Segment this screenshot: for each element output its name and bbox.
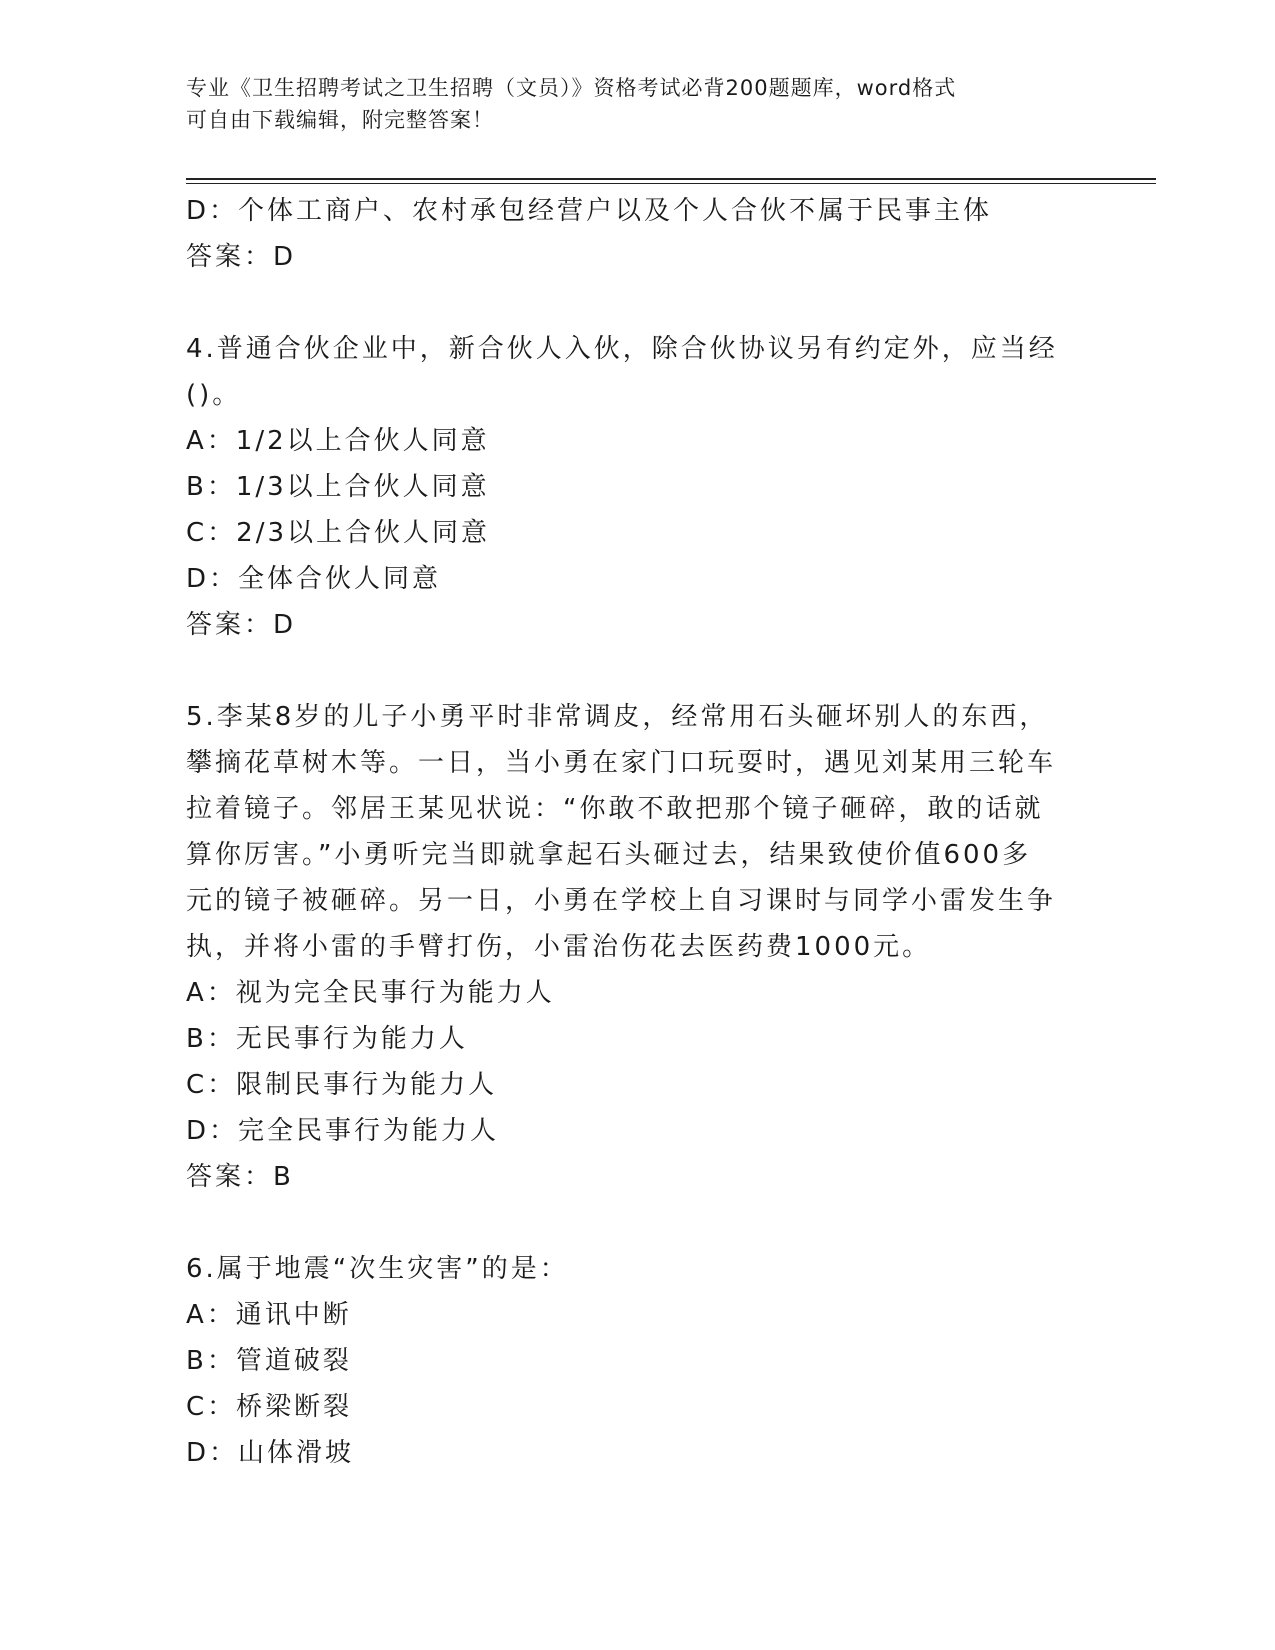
document-header bbox=[186, 72, 1086, 136]
spacer bbox=[186, 1200, 1066, 1246]
question-text: 5.李某8岁的儿子小勇平时非常调皮，经常用石头砸坏别人的东西， bbox=[186, 702, 1049, 732]
question-3-tail bbox=[186, 188, 1066, 280]
option-d: D：完全民事行为能力人 bbox=[186, 1116, 500, 1146]
option-b: B：1/3以上合伙人同意 bbox=[186, 472, 490, 502]
header-divider-thin bbox=[186, 183, 1156, 184]
spacer bbox=[186, 648, 1066, 694]
question-text: 算你厉害。”小勇听完当即就拿起石头砸过去，结果致使价值600多 bbox=[186, 840, 1032, 870]
option-c: C：桥梁断裂 bbox=[186, 1392, 353, 1422]
option-d: D：全体合伙人同意 bbox=[186, 564, 442, 594]
answer-line: 答案：B bbox=[186, 1162, 294, 1192]
option-b: B：管道破裂 bbox=[186, 1346, 352, 1376]
question-5 bbox=[186, 694, 1066, 1200]
question-text: ()。 bbox=[186, 380, 242, 410]
question-text: 4.普通合伙企业中，新合伙人入伙，除合伙协议另有约定外，应当经 bbox=[186, 334, 1058, 364]
option-a: A：视为完全民事行为能力人 bbox=[186, 978, 555, 1008]
option-c: C：限制民事行为能力人 bbox=[186, 1070, 498, 1100]
option-d: D：山体滑坡 bbox=[186, 1438, 355, 1468]
spacer bbox=[186, 280, 1066, 326]
answer-line: 答案：D bbox=[186, 610, 297, 640]
answer-line: 答案：D bbox=[186, 242, 297, 272]
header-line-2: 可自由下载编辑，附完整答案！ bbox=[186, 108, 494, 132]
question-text: 6.属于地震“次生灾害”的是： bbox=[186, 1254, 569, 1284]
question-6 bbox=[186, 1246, 1066, 1476]
question-text: 元的镜子被砸碎。另一日，小勇在学校上自习课时与同学小雷发生争 bbox=[186, 886, 1057, 916]
option-a: A：1/2以上合伙人同意 bbox=[186, 426, 490, 456]
question-text: 执，并将小雷的手臂打伤，小雷治伤花去医药费1000元。 bbox=[186, 932, 932, 962]
option-d: D：个体工商户、农村承包经营户以及个人合伙不属于民事主体 bbox=[186, 196, 993, 226]
question-content bbox=[186, 188, 1066, 1476]
option-c: C：2/3以上合伙人同意 bbox=[186, 518, 490, 548]
option-b: B：无民事行为能力人 bbox=[186, 1024, 468, 1054]
option-a: A：通讯中断 bbox=[186, 1300, 352, 1330]
question-text: 攀摘花草树木等。一日，当小勇在家门口玩耍时，遇见刘某用三轮车 bbox=[186, 748, 1057, 778]
header-divider-thick bbox=[186, 178, 1156, 180]
question-text: 拉着镜子。邻居王某见状说：“你敢不敢把那个镜子砸碎，敢的话就 bbox=[186, 794, 1044, 824]
question-4 bbox=[186, 326, 1066, 648]
header-line-1: 专业《卫生招聘考试之卫生招聘（文员）》资格考试必背200题题库，word格式 bbox=[186, 76, 957, 100]
